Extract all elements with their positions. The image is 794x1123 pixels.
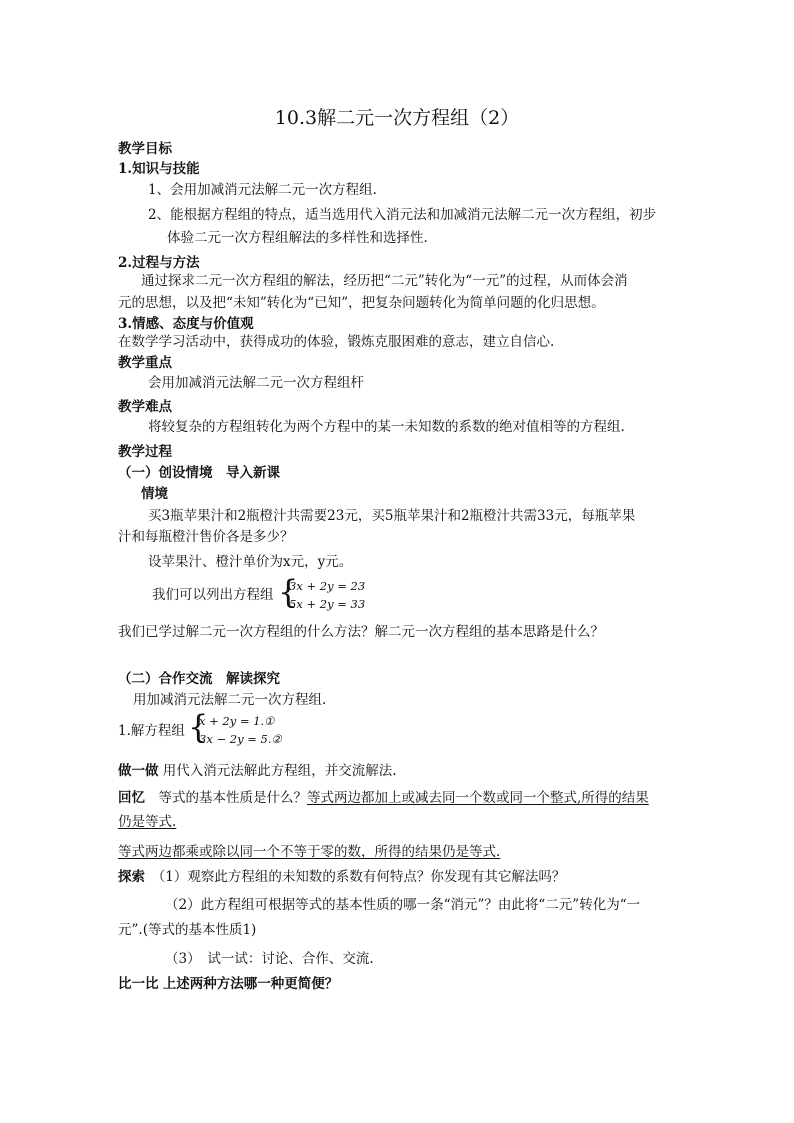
try-text: 用代入消元法解此方程组，并交流解法. bbox=[162, 763, 397, 779]
system-1-prefix: 我们可以列出方程组 bbox=[152, 587, 274, 603]
try-row bbox=[118, 762, 397, 780]
compare-label: 比一比 bbox=[118, 976, 159, 992]
difficulty-text: 将较复杂的方程组转化为两个方程中的某一未知数的系数的绝对值相等的方程组. bbox=[148, 419, 625, 435]
method-text: 用加减消元法解二元一次方程组. bbox=[133, 692, 327, 708]
difficulty-heading: 教学难点 bbox=[118, 399, 172, 415]
process-line-1: 通过探求二元一次方程组的解法，经历把“二元”转化为“一元”的过程，从而体会消 bbox=[141, 273, 628, 289]
review-line-3: 等式两边都乘或除以同一个不等于零的数，所得的结果仍是等式. bbox=[118, 844, 501, 860]
emotion-heading: 3.情感、态度与价值观 bbox=[118, 316, 254, 332]
process-line-2: 元的思想，以及把“未知”转化为“已知”，把复杂问题转化为简单问题的化归思想。 bbox=[118, 295, 605, 311]
system-2-eq-2: 3x − 2y = 5.② bbox=[199, 732, 282, 746]
scene-line-2: 汁和每瓶橙汁售价各是多少？ bbox=[118, 529, 294, 545]
system-2-eq-1: x + 2y = 1.① bbox=[199, 714, 275, 728]
system-1-eq-1: 3x + 2y = 23 bbox=[289, 579, 366, 593]
review-underlined: 等式两边都加上或减去同一个数或同一个整式,所得的结果 bbox=[307, 790, 649, 806]
explore-item-1: （1）观察此方程组的未知数的系数有何特点？你发现有其它解法吗？ bbox=[151, 869, 566, 885]
section-1-heading: （一）创设情境 导入新课 bbox=[118, 465, 280, 481]
system-2-brace: { bbox=[188, 708, 209, 746]
section-2-heading: （二）合作交流 解读探究 bbox=[118, 671, 280, 687]
system-2-prefix: 1.解方程组 bbox=[118, 723, 185, 739]
review-label: 回忆 bbox=[118, 790, 145, 806]
page-title: 10.3解二元一次方程组（2） bbox=[274, 107, 520, 129]
knowledge-item-1: 1、会用加减消元法解二元一次方程组. bbox=[148, 182, 377, 198]
explore-item-2-line-1: （2）此方程组可根据等式的基本性质的哪一条“消元”？由此将“二元”转化为“一 bbox=[165, 897, 641, 913]
scene-line-1: 买3瓶苹果汁和2瓶橙汁共需要23元，买5瓶苹果汁和2瓶橙汁共需33元，每瓶苹果 bbox=[148, 508, 636, 524]
knowledge-item-2-line-2: 体验二元一次方程组解法的多样性和选择性. bbox=[167, 230, 428, 246]
question-text: 我们已学过解二元一次方程组的什么方法？解二元一次方程组的基本思路是什么？ bbox=[118, 624, 604, 640]
knowledge-heading: 1.知识与技能 bbox=[118, 161, 200, 177]
explore-item-2-line-2: 元”.(等式的基本性质1) bbox=[118, 922, 257, 938]
review-text: 等式的基本性质是什么？ bbox=[158, 790, 307, 806]
emotion-text: 在数学学习活动中，获得成功的体验，锻炼克服困难的意志，建立自信心. bbox=[118, 334, 555, 350]
knowledge-item-2-line-1: 2、能根据方程组的特点，适当选用代入消元法和加减消元法解二元一次方程组，初步 bbox=[148, 207, 657, 223]
scene-heading: 情境 bbox=[141, 486, 168, 502]
review-row bbox=[118, 789, 649, 807]
teaching-process-heading: 教学过程 bbox=[118, 444, 172, 460]
explore-row bbox=[118, 868, 565, 886]
process-heading: 2.过程与方法 bbox=[118, 255, 200, 271]
compare-text: 上述两种方法哪一种更简便？ bbox=[162, 976, 339, 992]
system-1-eq-2: 5x + 2y = 33 bbox=[289, 597, 366, 611]
assume-text: 设苹果汁、橙汁单价为x元，y元。 bbox=[148, 554, 353, 570]
system-1-brace: { bbox=[278, 573, 299, 611]
explore-item-3: （3） 试一试：讨论、合作、交流. bbox=[165, 951, 374, 967]
key-heading: 教学重点 bbox=[118, 355, 172, 371]
review-line-2: 仍是等式. bbox=[118, 814, 177, 830]
explore-label: 探索 bbox=[118, 869, 145, 885]
key-text: 会用加减消元法解二元一次方程组杆 bbox=[148, 375, 364, 391]
compare-row bbox=[118, 975, 338, 993]
try-label: 做一做 bbox=[118, 763, 159, 779]
goals-heading: 教学目标 bbox=[118, 141, 172, 157]
